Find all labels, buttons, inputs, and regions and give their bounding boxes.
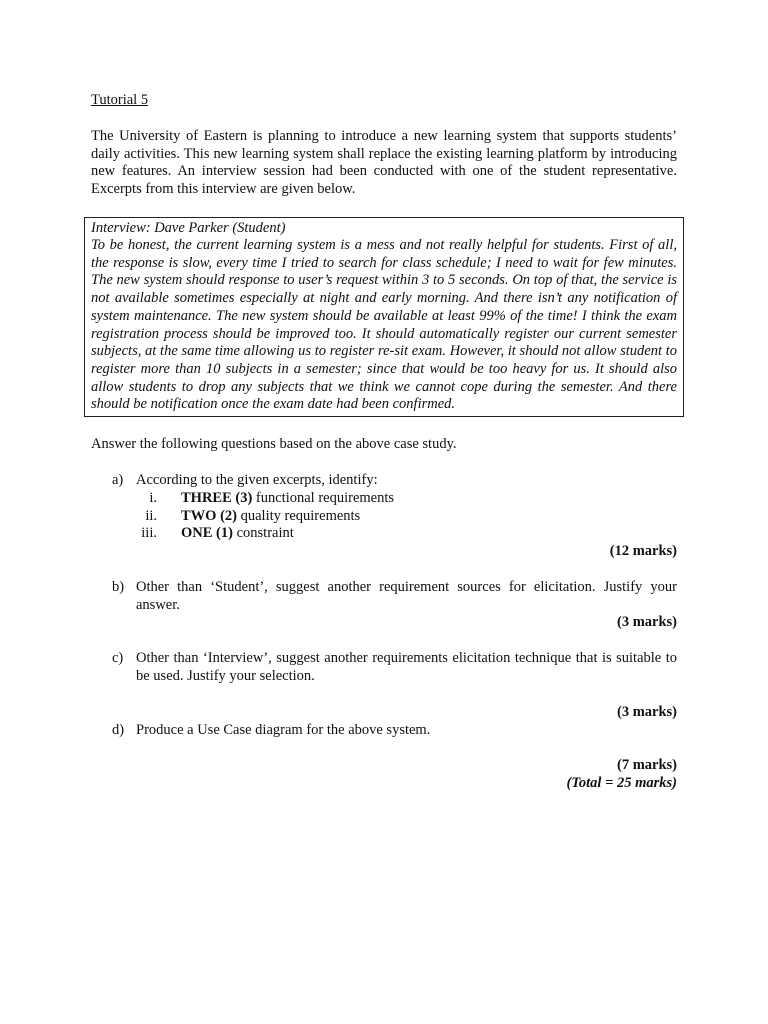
question-a-item-2-label: quality requirements	[236, 508, 361, 524]
question-a-item-1	[181, 490, 394, 507]
interview-excerpt-box	[84, 217, 684, 417]
question-d-letter: d)	[112, 722, 125, 738]
question-a-item-1-number: i.	[149, 490, 157, 506]
question-a-item-3	[181, 525, 294, 542]
question-a-text: According to the given excerpts, identify:	[136, 472, 378, 488]
question-d-text: Produce a Use Case diagram for the above system.	[136, 722, 431, 738]
intro-paragraph: The University of Eastern is planning to introduce a new learning system that supports students’ daily activities. This new learning system shall replace the existing learning platform by introducing new features. An interview session had been conducted with one of the student representative. Excerpts from this interview are given below.	[91, 128, 677, 197]
question-d-marks: (7 marks)	[616, 757, 677, 773]
page-title: Tutorial 5	[91, 92, 149, 108]
question-a-item-3-number: iii.	[141, 525, 157, 541]
question-b-text: Other than ‘Student’, suggest another requirement sources for elicitation. Justify your answer.	[136, 579, 677, 613]
question-a-item-1-count: THREE (3)	[181, 490, 253, 506]
instruction-text: Answer the following questions based on the above case study.	[91, 436, 457, 452]
question-a-item-2-number: ii.	[145, 508, 157, 524]
interview-body: To be honest, the current learning system is a mess and not really helpful for students. First of all, the response is slow, every time I tried to search for class schedule; I need to wait for few minutes. The new system should response to user’s request within 3 to 5 seconds. On top of that, the service is not available sometimes especially at night and early morning. And there isn’t any notification of system maintenance. The new system should be available at least 99% of the time! I think the exam registration process should be improved too. It should automatically register our current semester subjects, at the same time allowing us to register re-sit exam. However, it should not allow student to register more than 10 subjects in a semester; since that would be too heavy for us. It should also allow students to drop any subjects that we think we cannot cope during the semester. And there should be notification once the exam date had been confirmed.	[91, 237, 677, 413]
question-a-item-2-count: TWO (2)	[181, 508, 237, 524]
question-c-marks: (3 marks)	[616, 704, 677, 720]
question-b-letter: b)	[112, 579, 125, 595]
question-a-letter: a)	[112, 472, 124, 488]
interview-heading: Interview: Dave Parker (Student)	[91, 220, 286, 236]
question-a-marks: (12 marks)	[609, 543, 677, 559]
question-a-item-1-label: functional requirements	[252, 490, 395, 506]
question-a-item-2	[181, 508, 360, 525]
question-a-item-3-label: constraint	[232, 525, 294, 541]
question-a-item-3-count: ONE (1)	[181, 525, 233, 541]
total-marks: (Total = 25 marks)	[566, 775, 677, 791]
question-c-text: Other than ‘Interview’, suggest another requirements elicitation technique that is suitable to be used. Justify your selection.	[136, 650, 677, 684]
question-c-letter: c)	[112, 650, 124, 666]
question-b-marks: (3 marks)	[616, 614, 677, 630]
